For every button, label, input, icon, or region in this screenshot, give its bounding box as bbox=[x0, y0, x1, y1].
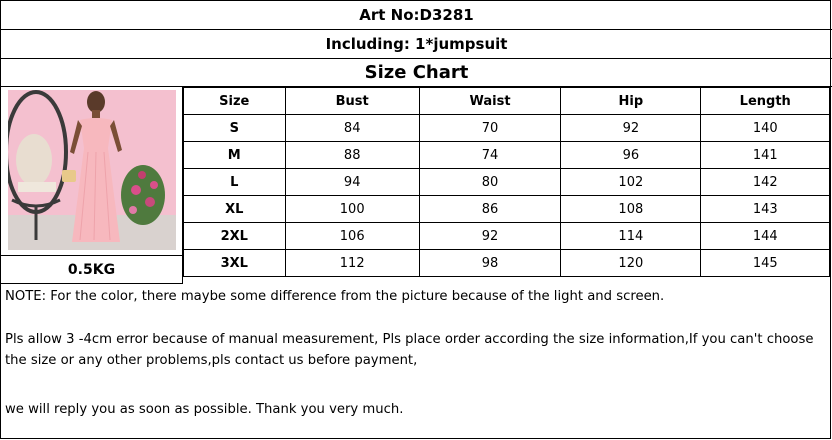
bust-cell: 106 bbox=[285, 223, 419, 250]
table-row bbox=[184, 142, 830, 169]
size-cell: M bbox=[184, 142, 286, 169]
package-weight: 0.5KG bbox=[1, 256, 183, 284]
hip-cell: 102 bbox=[561, 169, 701, 196]
bust-cell: 84 bbox=[285, 115, 419, 142]
hip-cell: 120 bbox=[561, 250, 701, 277]
hip-cell: 96 bbox=[561, 142, 701, 169]
waist-cell: 98 bbox=[419, 250, 560, 277]
size-cell: L bbox=[184, 169, 286, 196]
bust-cell: 94 bbox=[285, 169, 419, 196]
bust-cell: 112 bbox=[285, 250, 419, 277]
waist-cell: 80 bbox=[419, 169, 560, 196]
length-cell: 145 bbox=[701, 250, 830, 277]
length-cell: 141 bbox=[701, 142, 830, 169]
product-photo-cell bbox=[1, 87, 183, 256]
header-bust: Bust bbox=[285, 88, 419, 115]
size-cell: 2XL bbox=[184, 223, 286, 250]
length-cell: 144 bbox=[701, 223, 830, 250]
bust-cell: 88 bbox=[285, 142, 419, 169]
size-cell: S bbox=[184, 115, 286, 142]
table-row bbox=[184, 169, 830, 196]
size-cell: XL bbox=[184, 196, 286, 223]
size-table bbox=[183, 87, 830, 277]
note-reply: we will reply you as soon as possible. Thank you very much. bbox=[5, 402, 404, 417]
table-header-row bbox=[184, 88, 830, 115]
note-measurement: Pls allow 3 -4cm error because of manual measurement, Pls place order according the size information,If you can't choose the size or any other problems,pls contact us before payment, bbox=[5, 332, 814, 368]
hip-cell: 92 bbox=[561, 115, 701, 142]
hip-cell: 108 bbox=[561, 196, 701, 223]
length-cell: 140 bbox=[701, 115, 830, 142]
hip-cell: 114 bbox=[561, 223, 701, 250]
table-row bbox=[184, 196, 830, 223]
art-number: Art No:D3281 bbox=[1, 1, 832, 30]
included-items: Including: 1*jumpsuit bbox=[1, 30, 832, 59]
header-length: Length bbox=[701, 88, 830, 115]
length-cell: 143 bbox=[701, 196, 830, 223]
waist-cell: 74 bbox=[419, 142, 560, 169]
size-cell: 3XL bbox=[184, 250, 286, 277]
size-chart-title: Size Chart bbox=[1, 59, 832, 87]
product-photo bbox=[8, 90, 176, 250]
table-row bbox=[184, 250, 830, 277]
bust-cell: 100 bbox=[285, 196, 419, 223]
header-waist: Waist bbox=[419, 88, 560, 115]
header-size: Size bbox=[184, 88, 286, 115]
header-hip: Hip bbox=[561, 88, 701, 115]
waist-cell: 92 bbox=[419, 223, 560, 250]
waist-cell: 70 bbox=[419, 115, 560, 142]
length-cell: 142 bbox=[701, 169, 830, 196]
note-color: NOTE: For the color, there maybe some difference from the picture because of the light and screen. bbox=[5, 289, 665, 304]
waist-cell: 86 bbox=[419, 196, 560, 223]
table-row bbox=[184, 115, 830, 142]
table-row bbox=[184, 223, 830, 250]
